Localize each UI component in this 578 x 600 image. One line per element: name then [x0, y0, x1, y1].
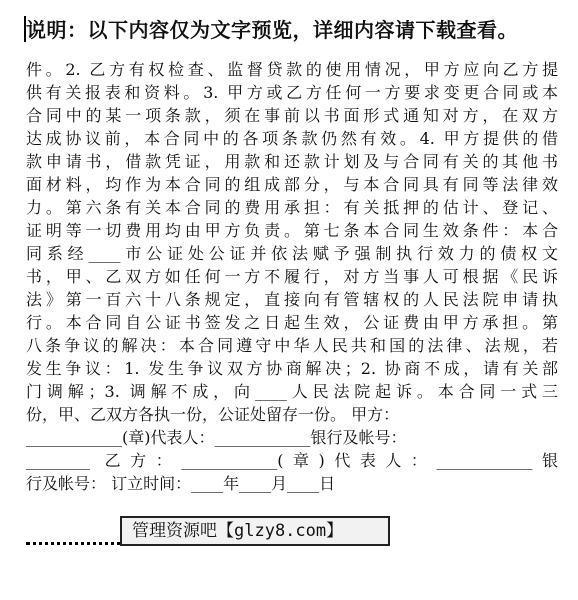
text-line: 力。第六条有关本合同的费用承担：有关抵押的估计、登记、	[26, 198, 558, 217]
text-line: 供有关报表和资料。3. 甲方或乙方任何一方要求变更合同或本	[26, 83, 558, 102]
text-line: 款申请书，借款凭证，用款和还款计划及与合同有关的其他书	[26, 152, 558, 171]
text-line: 证明等一切费用均由甲方负责。第七条本合同生效条件：本合	[26, 221, 558, 240]
text-line: 书，甲、乙双方如任何一方不履行，对方当事人可根据《民诉	[26, 267, 558, 286]
text-line: 八条争议的解决：本合同遵守中华人民共和国的法律、法规，若	[26, 336, 558, 355]
text-line: 达成协议前，本合同中的各项条款仍然有效。4. 甲方提供的借	[26, 129, 558, 148]
site-watermark-banner	[120, 516, 390, 546]
text-line: 同系经____市公证处公证并依法赋予强制执行效力的债权文	[26, 244, 558, 263]
text-line: 份，甲、乙双方各执一份，公证处留存一份。 甲方：	[26, 405, 400, 424]
text-line: 行。本合同自公证书签发之日起生效，公证费由甲方承担。第	[26, 313, 558, 332]
watermark-text: 管理资源吧【glzy8.com】	[132, 521, 344, 541]
text-line: 件。2. 乙方有权检查、监督贷款的使用情况，甲方应向乙方提	[26, 60, 558, 79]
text-line: 法》第一百六十八条规定，直接向有管辖权的人民法院申请执	[26, 290, 558, 309]
text-line: 行及帐号： 订立时间：____年____月____日	[26, 474, 336, 493]
text-line: 面材料，均作为本合同的组成部分，与本合同具有同等法律效	[26, 175, 558, 194]
text-line: 合同中的某一项条款，须在事前以书面形式通知对方，在双方	[26, 106, 558, 125]
text-line: ____________(章)代表人：____________银行及帐号：	[26, 428, 407, 447]
text-line: 门调解；3. 调解不成，向____人民法院起诉。本合同一式三	[26, 382, 558, 401]
text-line: ________ 乙方：____________(章)代表人：____________银	[26, 451, 558, 470]
contract-text	[26, 58, 558, 495]
text-line: 发生争议：1. 发生争议双方协商解决；2. 协商不成，请有关部	[26, 359, 558, 378]
dotted-divider	[26, 542, 134, 545]
preview-notice: 说明：以下内容仅为文字预览，详细内容请下载查看。	[26, 18, 518, 42]
